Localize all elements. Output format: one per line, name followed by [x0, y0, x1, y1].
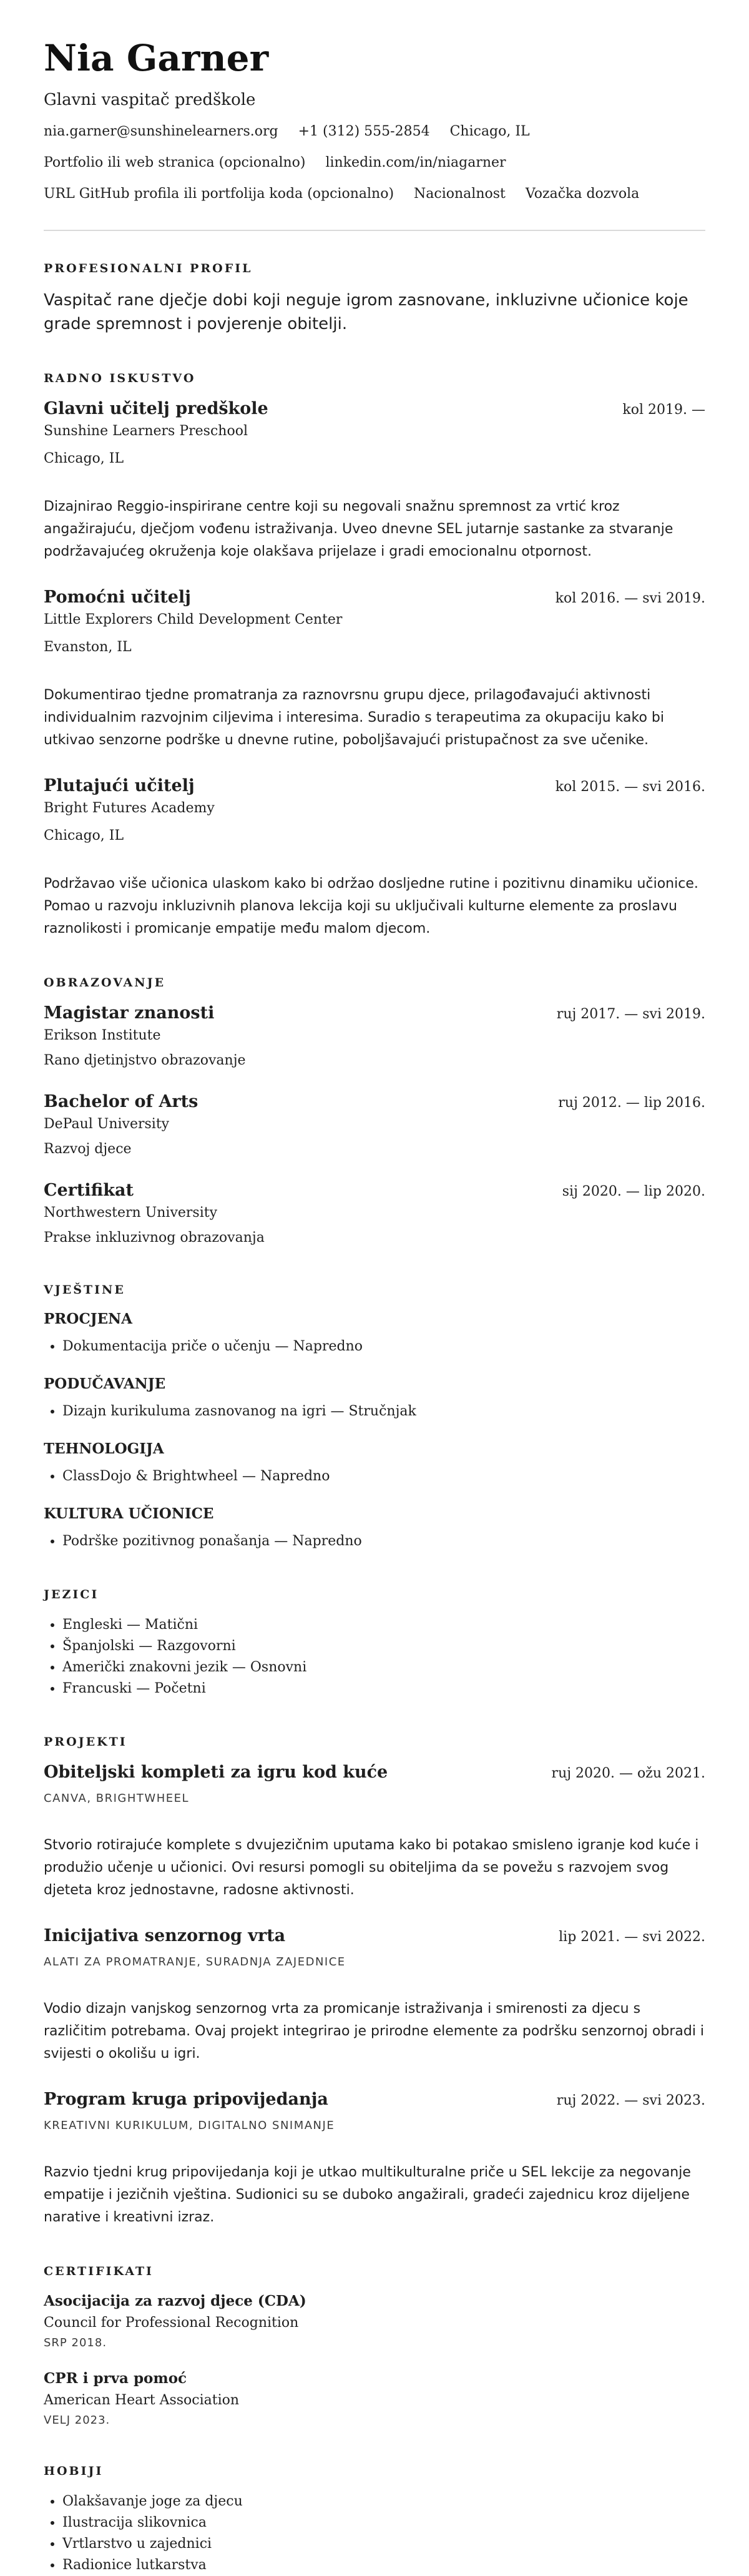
entry-head: [44, 398, 705, 420]
job-description: Podržavao više učionica ulaskom kako bi održao dosljedne rutine i pozitivnu dinamiku učionice. Pomao u razvoju inkluzivnih planova lekcija koji su uključivali kulturne elemente za proslavu raznolikosti i promicanje empatije među malom djecom.: [44, 876, 698, 937]
skill-item: • Dokumentacija priče o učenju — Napredno: [62, 1336, 705, 1357]
certifications-section: [44, 2264, 705, 2429]
school: DePaul University: [44, 1116, 170, 1132]
language-list: [44, 1615, 705, 1699]
job-role: Plutajući učitelj: [44, 776, 195, 795]
experience-entry: [44, 398, 705, 563]
hobby-item: • Ilustracija slikovnica: [62, 2512, 705, 2534]
experience-entry: [44, 775, 705, 940]
skill-item: • Dizajn kurikuluma zasnovanog na igri — Stručnjak: [62, 1401, 705, 1422]
language-item: • Francuski — Početni: [62, 1678, 705, 1699]
experience-entry: [44, 587, 705, 752]
project-dates: ruj 2020. — ožu 2021.: [551, 1766, 705, 1781]
certification-issuer: Council for Professional Recognition: [44, 2315, 299, 2331]
contact-phone[interactable]: +1 (312) 555-2854: [298, 124, 430, 139]
education-entry: [44, 1180, 705, 1247]
education-dates: ruj 2017. — svi 2019.: [556, 1006, 705, 1022]
hobby-item: • Radionice lutkarstva: [62, 2555, 705, 2576]
section-heading: OBRAZOVANJE: [44, 976, 166, 990]
job-location: Chicago, IL: [44, 451, 124, 466]
school: Erikson Institute: [44, 1028, 161, 1043]
entry-head: [44, 1925, 705, 1947]
field-of-study: Razvoj djece: [44, 1141, 132, 1157]
certification-date: SRP 2018.: [44, 2336, 107, 2349]
certification-date: VELJ 2023.: [44, 2414, 110, 2427]
section-heading: RADNO ISKUSTVO: [44, 371, 196, 385]
projects-section: [44, 1734, 705, 2229]
entry-head: [44, 775, 705, 797]
project-description: Vodio dizajn vanjskog senzornog vrta za promicanje istraživanja i smirenosti za djecu s različitim potrebama. Ovaj projekt integrirao je prirodne elemente za podršku senzornoj obradi i svijesti o okolišu u igri.: [44, 2001, 705, 2062]
project-description: Razvio tjedni krug pripovijedanja koji je utkao multikulturalne priče u SEL lekcije za negovanje empatije i jezičnih vještina. Sudionici su se duboko angažirali, gradeći zajednicu kroz dijeljene narative i kreativni izraz.: [44, 2165, 691, 2225]
contact-linkedin[interactable]: linkedin.com/in/niagarner: [325, 155, 506, 170]
job-title: Glavni vaspitač predškole: [44, 91, 256, 109]
project-dates: ruj 2022. — svi 2023.: [556, 2093, 705, 2108]
skill-category: KULTURA UČIONICE: [44, 1505, 214, 1522]
project-entry: [44, 1762, 705, 1902]
skill-category: PROCJENA: [44, 1310, 133, 1327]
section-heading: CERTIFIKATI: [44, 2264, 154, 2278]
contact-github[interactable]: URL GitHub profila ili portfolija koda (opcionalno): [44, 186, 394, 202]
employer: Sunshine Learners Preschool: [44, 423, 248, 439]
project-title: Inicijativa senzornog vrta: [44, 1926, 286, 1945]
skill-category: TEHNOLOGIJA: [44, 1440, 164, 1457]
job-description: Dizajnirao Reggio-inspirirane centre koji su negovali snažnu spremnost za vrtić kroz angažirajuću, dječjom vođenu istraživanja. Uveo dnevne SEL jutarnje sastanke za stvaranje podržavajućeg okruženja koje olakšava prijelaze i gradi emocionalnu otpornost.: [44, 499, 673, 559]
job-dates: kol 2016. — svi 2019.: [555, 591, 705, 606]
header-divider: [44, 230, 705, 231]
skill-item: • Podrške pozitivnog ponašanja — Napredno: [62, 1531, 705, 1552]
contact-location: Chicago, IL: [449, 124, 530, 139]
field-of-study: Prakse inkluzivnog obrazovanja: [44, 1230, 265, 1246]
contact-driving-license: Vozačka dozvola: [525, 186, 640, 202]
contact-row: [44, 154, 705, 172]
certification-name: Asocijacija za razvoj djece (CDA): [44, 2293, 306, 2309]
skill-list: [44, 1531, 705, 1552]
education-dates: ruj 2012. — lip 2016.: [558, 1095, 705, 1111]
degree: Bachelor of Arts: [44, 1092, 198, 1111]
education-entry: [44, 1091, 705, 1159]
hobby-item: • Vrtlarstvo u zajednici: [62, 2534, 705, 2555]
job-location: Chicago, IL: [44, 828, 124, 843]
profile-section: [44, 261, 705, 336]
skill-list: [44, 1336, 705, 1357]
job-location: Evanston, IL: [44, 639, 132, 655]
project-description: Stvorio rotirajuće komplete s dvujezičnim uputama kako bi potakao smisleno igranje kod kuće i produžio učenje u učionici. Ovi resursi pomogli su obiteljima da se povežu s razvojem svog djeteta kroz jednostavne, radosne aktivnosti.: [44, 1837, 699, 1898]
job-dates: kol 2019. —: [622, 402, 705, 418]
entry-head: [44, 1091, 705, 1113]
project-entry: [44, 1925, 705, 2065]
profile-summary: Vaspitač rane dječje dobi koji neguje igrom zasnovane, inkluzivne učionice koje grade spremnost i povjerenje obitelji.: [44, 291, 688, 333]
degree: Magistar znanosti: [44, 1003, 215, 1023]
entry-head: [44, 1003, 705, 1024]
certification-name: CPR i prva pomoć: [44, 2370, 187, 2387]
employer: Bright Futures Academy: [44, 800, 215, 816]
contact-nationality: Nacionalnost: [414, 186, 506, 202]
section-heading: VJEŠTINE: [44, 1283, 125, 1297]
section-heading: HOBIJI: [44, 2464, 104, 2478]
skill-category: PODUČAVANJE: [44, 1375, 166, 1392]
employer: Little Explorers Child Development Center: [44, 612, 343, 627]
education-entry: [44, 1003, 705, 1070]
contact-email[interactable]: nia.garner@sunshinelearners.org: [44, 124, 278, 139]
entry-head: [44, 1180, 705, 1201]
experience-section: [44, 371, 705, 940]
language-item: • Engleski — Matični: [62, 1615, 705, 1636]
certification-entry: [44, 2369, 705, 2429]
project-tags: CANVA, BRIGHTWHEEL: [44, 1792, 190, 1805]
field-of-study: Rano djetinjstvo obrazovanje: [44, 1053, 246, 1068]
languages-section: [44, 1587, 705, 1699]
section-heading: PROJEKTI: [44, 1735, 127, 1749]
project-entry: [44, 2089, 705, 2229]
job-role: Glavni učitelj predškole: [44, 399, 268, 418]
contact-row: [44, 185, 705, 204]
education-section: [44, 975, 705, 1247]
section-heading: JEZICI: [44, 1588, 99, 1601]
project-title: Program kruga pripovijedanja: [44, 2090, 328, 2109]
school: Northwestern University: [44, 1205, 218, 1221]
hobbies-section: [44, 2464, 705, 2576]
contact-portfolio[interactable]: Portfolio ili web stranica (opcionalno): [44, 155, 306, 170]
section-heading: PROFESIONALNI PROFIL: [44, 262, 253, 275]
certification-issuer: American Heart Association: [44, 2392, 240, 2408]
skill-item: • ClassDojo & Brightwheel — Napredno: [62, 1466, 705, 1487]
degree: Certifikat: [44, 1181, 134, 1200]
hobby-list: [44, 2491, 705, 2576]
education-dates: sij 2020. — lip 2020.: [562, 1184, 705, 1199]
entry-head: [44, 587, 705, 608]
entry-head: [44, 2089, 705, 2110]
contact-row: [44, 122, 705, 141]
project-tags: ALATI ZA PROMATRANJE, SURADNJA ZAJEDNICE: [44, 1955, 346, 1969]
certification-entry: [44, 2291, 705, 2351]
skill-list: [44, 1401, 705, 1422]
skills-section: [44, 1282, 705, 1552]
resume-header: [44, 37, 705, 204]
hobby-item: • Olakšavanje joge za djecu: [62, 2491, 705, 2512]
language-item: • Španjolski — Razgovorni: [62, 1636, 705, 1657]
project-tags: KREATIVNI KURIKULUM, DIGITALNO SNIMANJE: [44, 2119, 335, 2132]
job-role: Pomoćni učitelj: [44, 587, 191, 607]
job-dates: kol 2015. — svi 2016.: [555, 779, 705, 795]
candidate-name: Nia Garner: [44, 37, 269, 79]
project-title: Obiteljski kompleti za igru kod kuće: [44, 1762, 388, 1782]
project-dates: lip 2021. — svi 2022.: [559, 1929, 705, 1945]
skill-list: [44, 1466, 705, 1487]
job-description: Dokumentirao tjedne promatranja za raznovrsnu grupu djece, prilagođavajući aktivnosti individualnim razvojnim ciljevima i interesima. Suradio s terapeutima za okupaciju kako bi utkivao senzorne podrške u dnevne rutine, poboljšavajući pristupačnost za sve učenike.: [44, 687, 664, 748]
entry-head: [44, 1762, 705, 1783]
language-item: • Američki znakovni jezik — Osnovni: [62, 1657, 705, 1678]
